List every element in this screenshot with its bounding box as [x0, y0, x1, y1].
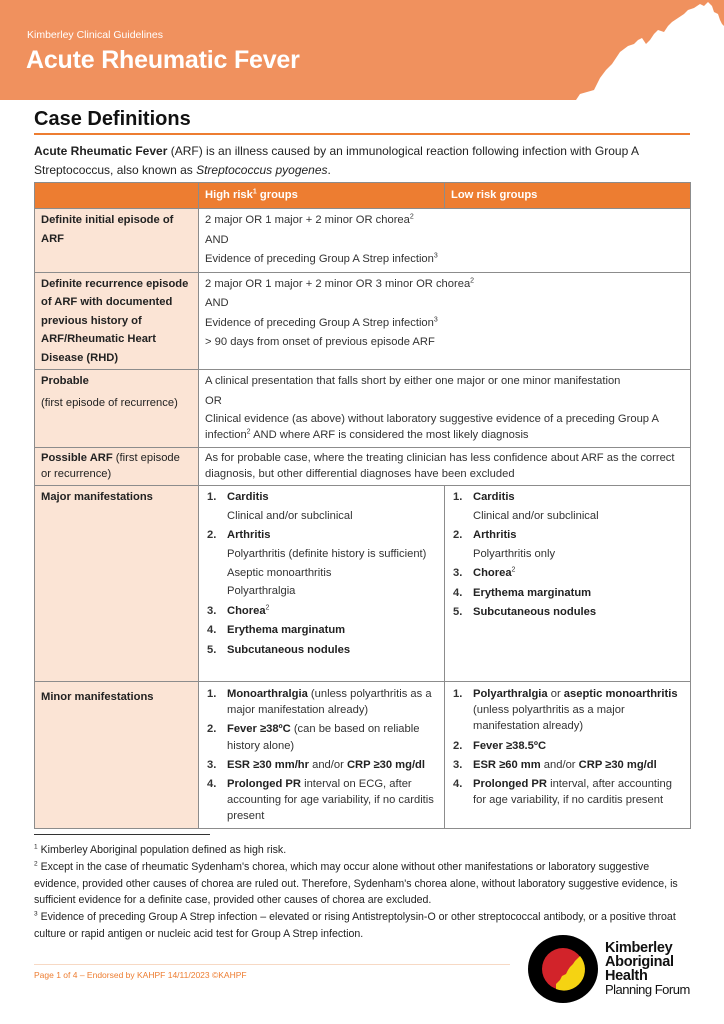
column-header-high-risk: High risk$^1$ groups [199, 183, 445, 209]
footnotes [34, 842, 694, 943]
list-item: 1. Monoarthralgia (unless polyarthritis as a major manifestation already) [207, 688, 432, 717]
row-criteria: A clinical presentation that falls short by either one major or one minor manifestation OR Clinical evidence (as above) without laboratory suggestive evidence of a preceding Group A infection$^2$ AND where ARF is considered the most likely diagnosis [199, 370, 691, 448]
list-item: 5. Subcutaneous nodules [207, 643, 351, 656]
footnote-2: $^2$ Except in the case of rheumatic Sydenham's chorea, which may occur alone without other manifestations or laboratory suggestive evidence, provided other causes of chorea are ruled out. Therefore, Sydenham's chorea alone, without laboratory suggestive evidence, is sufficient evidence for a definite case, provided other causes of chorea are excluded. [34, 860, 678, 907]
list-item: 4. Erythema marginatum [453, 586, 592, 599]
kahpf-logo-text: Kimberley Aboriginal Health Planning Forum [605, 940, 690, 997]
page-title: Acute Rheumatic Fever [26, 46, 300, 74]
footnote-divider [34, 834, 210, 835]
table-row-major-manifestations [35, 486, 691, 682]
header-banner [0, 0, 724, 100]
row-label: Definite initial episode of ARF [35, 209, 199, 273]
row-label: Definite recurrence episode of ARF with documented previous history of ARF/Rheumatic Heart Disease (RHD) [35, 272, 199, 370]
minor-low-risk-list [445, 682, 691, 829]
list-item: 2. Fever ≥38ºC (can be based on reliable history alone) [207, 723, 420, 752]
column-header-low-risk: Low risk groups [445, 183, 691, 209]
minor-high-risk-list [199, 682, 445, 829]
list-item: 3. ESR ≥30 mm/hr and/or CRP ≥30 mg/dl [207, 758, 426, 771]
intro-bold-term: Acute Rheumatic Fever [34, 144, 168, 158]
list-item: 3. Chorea$^2$ [207, 603, 270, 617]
intro-italic-term: Streptococcus pyogenes [196, 163, 328, 177]
major-high-risk-list [199, 486, 445, 682]
footnote-1: $^1$ Kimberley Aboriginal population defined as high risk. [34, 843, 287, 856]
list-item: 2. Arthritis Polyarthritis only [453, 529, 556, 560]
kahpf-logo-icon [526, 934, 600, 1004]
row-criteria: 2 major OR 1 major + 2 minor OR chorea$^2$ AND Evidence of preceding Group A Strep infection$^3$ [199, 209, 691, 273]
table-row-definite-initial [35, 209, 691, 273]
row-label: Probable (first episode of recurrence) [35, 370, 199, 448]
row-label: Major manifestations [35, 486, 199, 682]
list-item: 2. Arthritis Polyarthritis (definite history is sufficient) Aseptic monoarthritis Polyarthralgia [207, 529, 427, 597]
table-header-row [35, 183, 691, 209]
row-criteria: 2 major OR 1 major + 2 minor OR 3 minor OR chorea$^2$ AND Evidence of preceding Group A Strep infection$^3$ > 90 days from onset of previous episode ARF [199, 272, 691, 370]
intro-paragraph: Acute Rheumatic Fever (ARF) is an illness caused by an immunological reaction following infection with Group A Streptococcus, also known as Streptococcus pyogenes. [34, 144, 639, 177]
list-item: 1. Carditis Clinical and/or subclinical [453, 491, 599, 522]
section-divider [34, 133, 690, 135]
list-item: 4. Prolonged PR interval, after accounting for age variability, if no carditis present [453, 778, 672, 807]
header-subtitle: Kimberley Clinical Guidelines [27, 29, 163, 41]
row-criteria: As for probable case, where the treating clinician has less confidence about ARF as the correct diagnosis, but other differential diagnoses have been excluded [199, 448, 691, 486]
kimberley-map-icon [554, 0, 724, 100]
row-label: Possible ARF (first episode or recurrence) [35, 448, 199, 486]
table-row-possible [35, 448, 691, 486]
list-item: 1. Polyarthralgia or aseptic monoarthritis (unless polyarthritis as a major manifestation already) [453, 688, 678, 733]
list-item: 4. Prolonged PR interval on ECG, after accounting for age variability, if no carditis present [207, 778, 434, 823]
list-item: 3. Chorea$^2$ [453, 566, 516, 579]
table-row-minor-manifestations [35, 682, 691, 829]
table-row-probable [35, 370, 691, 448]
list-item: 5. Subcutaneous nodules [453, 606, 597, 618]
row-label: Minor manifestations [35, 682, 199, 829]
section-title: Case Definitions [34, 108, 191, 130]
list-item: 2. Fever ≥38.5ºC [453, 739, 547, 752]
list-item: 4. Erythema marginatum [207, 624, 346, 636]
table-row-definite-recurrence [35, 272, 691, 370]
major-low-risk-list [445, 486, 691, 682]
table-header-blank [35, 183, 199, 209]
case-definitions-table [34, 182, 691, 829]
list-item: 1. Carditis Clinical and/or subclinical [207, 491, 353, 522]
list-item: 3. ESR ≥60 mm and/or CRP ≥30 mg/dl [453, 758, 657, 771]
footnote-3: $^3$ Evidence of preceding Group A Strep infection – elevated or rising Antistreptolysin-O or other streptococcal antibody, or a positive throat culture or rapid antigen or nucleic acid test for Group A Strep infection. [34, 910, 676, 940]
footer-divider [34, 964, 510, 965]
footer-page-info: Page 1 of 4 – Endorsed by KAHPF 14/11/2023 ©KAHPF [34, 970, 247, 980]
